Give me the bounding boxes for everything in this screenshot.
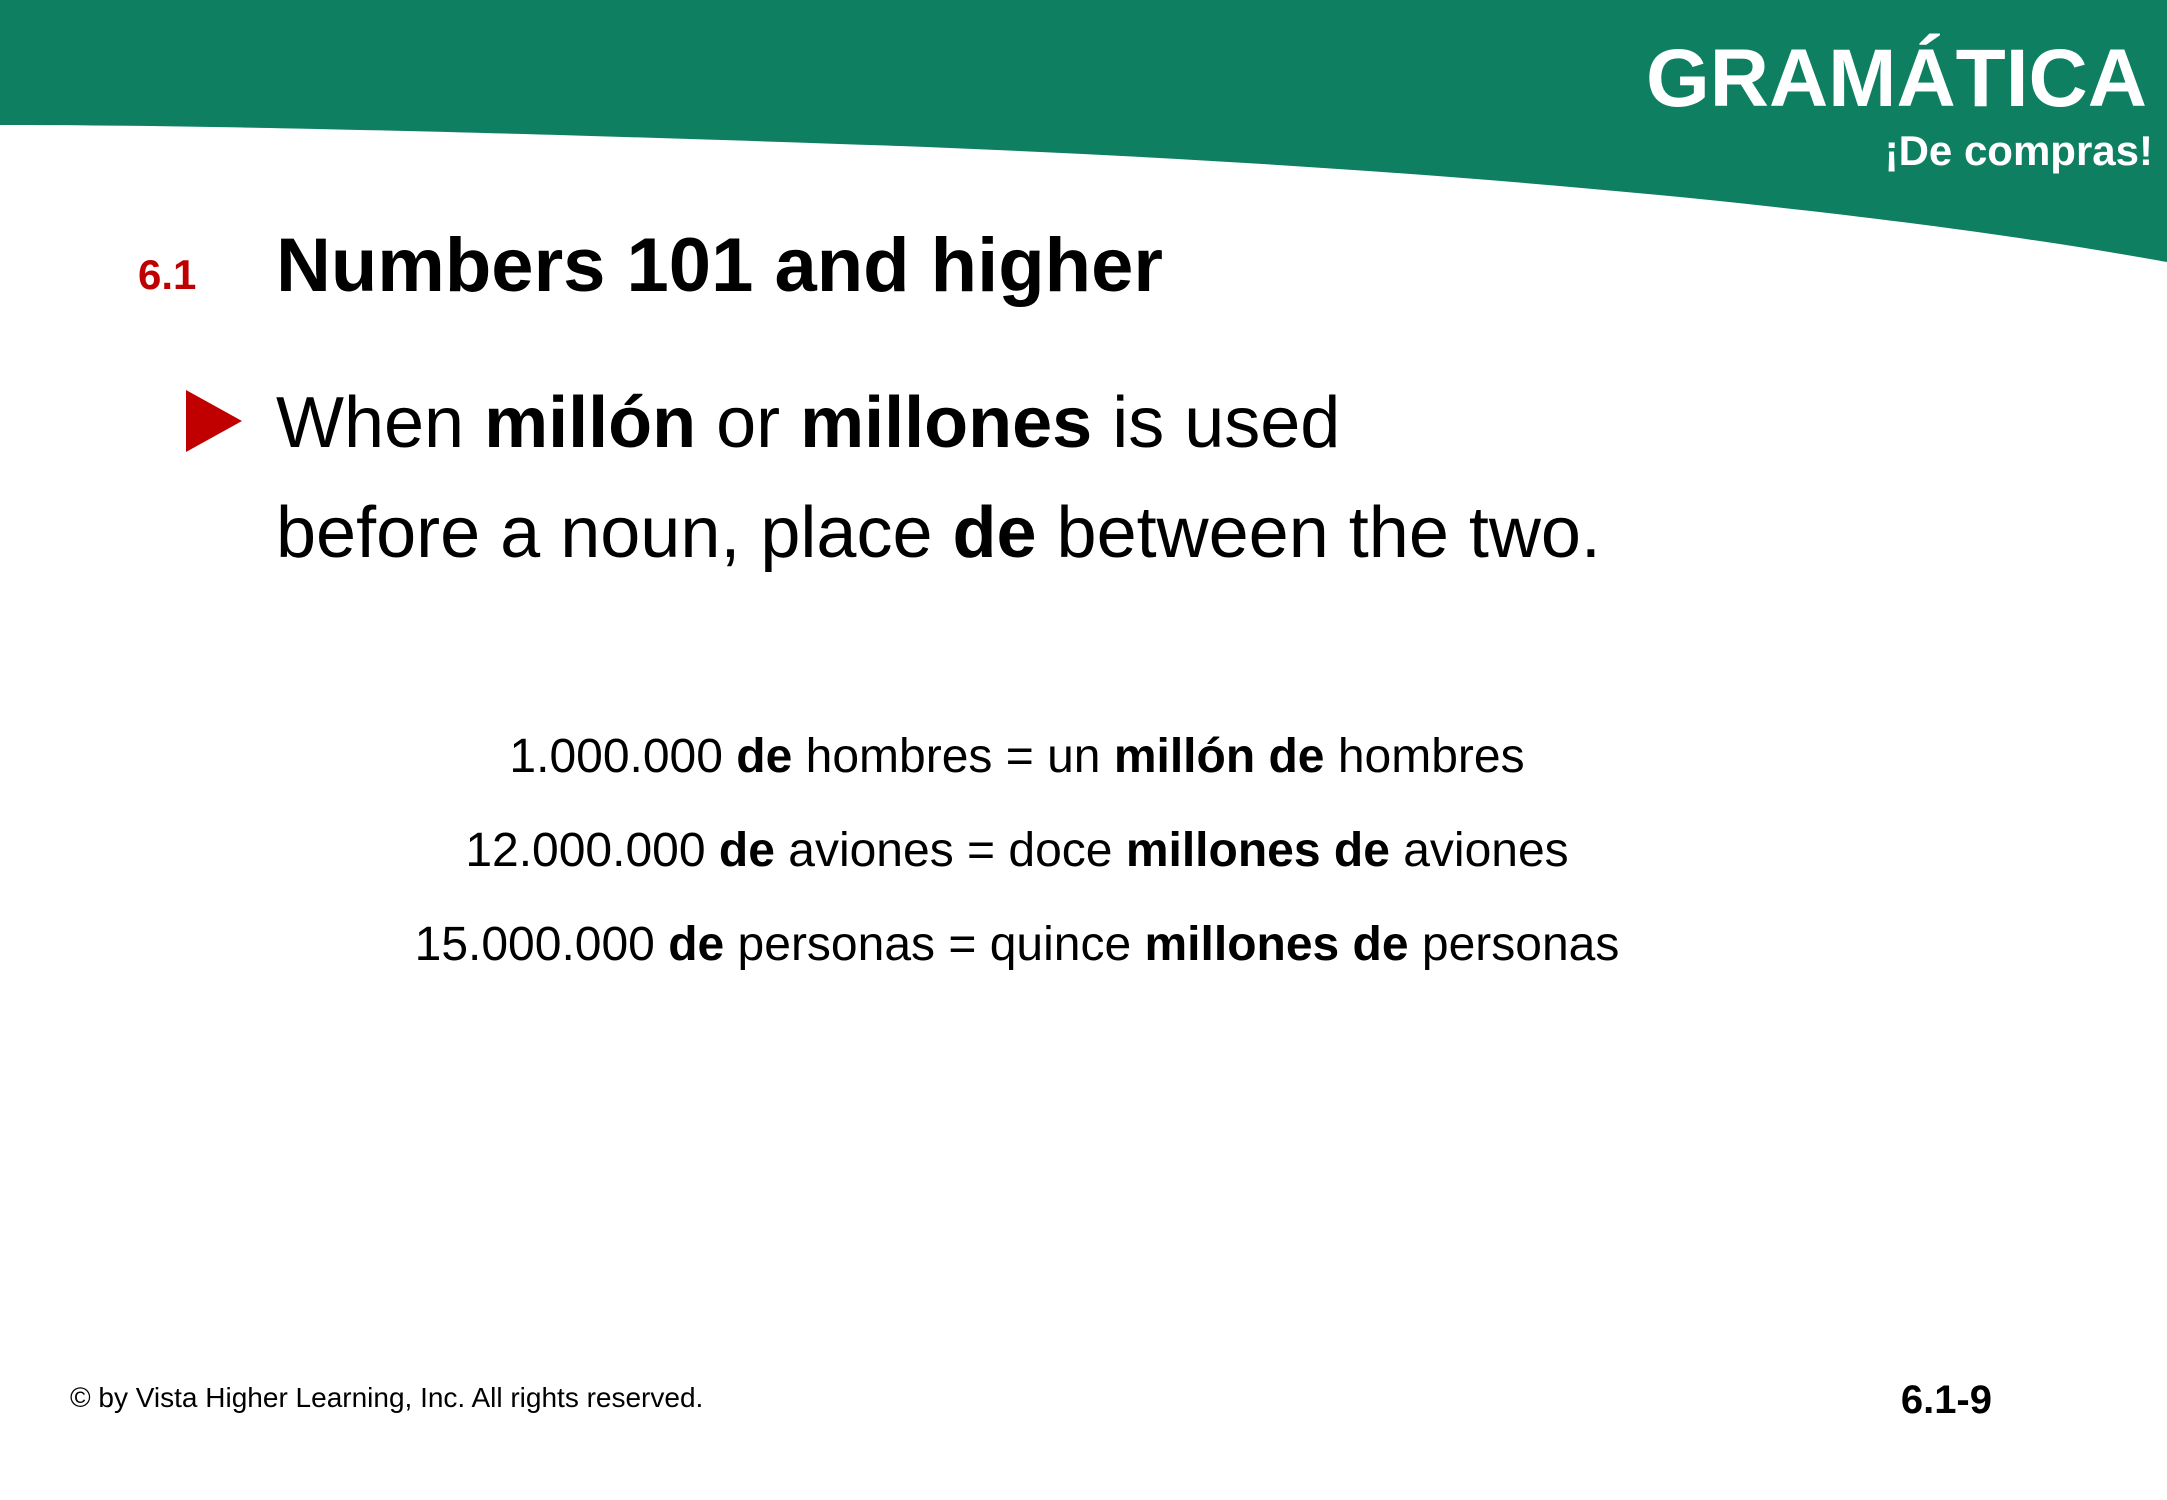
slide-number: 6.1-9 bbox=[1900, 1378, 1992, 1422]
section-number: 6.1 bbox=[138, 251, 197, 298]
text-segment: hombres = un bbox=[792, 730, 1114, 783]
banner-title: GRAMÁTICA bbox=[1645, 33, 2147, 124]
bold-term: millones de bbox=[1144, 918, 1409, 971]
text-segment: aviones bbox=[1389, 824, 1569, 877]
text-segment: 12.000.000 bbox=[465, 824, 719, 877]
text-segment: 15.000.000 bbox=[414, 918, 669, 971]
bold-term: millón bbox=[484, 383, 697, 463]
bold-term: de bbox=[736, 730, 793, 783]
text-segment: between the two. bbox=[1036, 493, 1601, 573]
text-segment: or bbox=[696, 383, 801, 463]
text-segment: is used bbox=[1092, 383, 1341, 463]
example-line bbox=[0, 710, 2034, 804]
bold-term: de bbox=[668, 918, 725, 971]
example-line bbox=[0, 804, 2034, 898]
banner-subtitle: ¡De compras! bbox=[1884, 127, 2153, 174]
bold-term: de bbox=[952, 493, 1037, 573]
bold-term: millón de bbox=[1113, 730, 1325, 783]
bullet-text bbox=[276, 368, 1601, 588]
slide-title: Numbers 101 and higher bbox=[276, 223, 1163, 308]
text-segment: When bbox=[276, 383, 485, 463]
text-segment: personas = quince bbox=[724, 918, 1145, 971]
bold-term: de bbox=[718, 824, 775, 877]
examples-list bbox=[0, 710, 2034, 992]
bold-term: millones de bbox=[1125, 824, 1390, 877]
text-segment: hombres bbox=[1324, 730, 1525, 783]
text-segment: personas bbox=[1408, 918, 1620, 971]
text-segment: aviones = doce bbox=[774, 824, 1126, 877]
bold-term: millones bbox=[800, 383, 1093, 463]
copyright-notice: © by Vista Higher Learning, Inc. All rights reserved. bbox=[70, 1382, 704, 1413]
text-segment: 1.000.000 bbox=[509, 730, 737, 783]
triangle-right-icon bbox=[186, 390, 242, 452]
example-line bbox=[0, 898, 2034, 992]
text-segment: before a noun, place bbox=[276, 493, 953, 573]
